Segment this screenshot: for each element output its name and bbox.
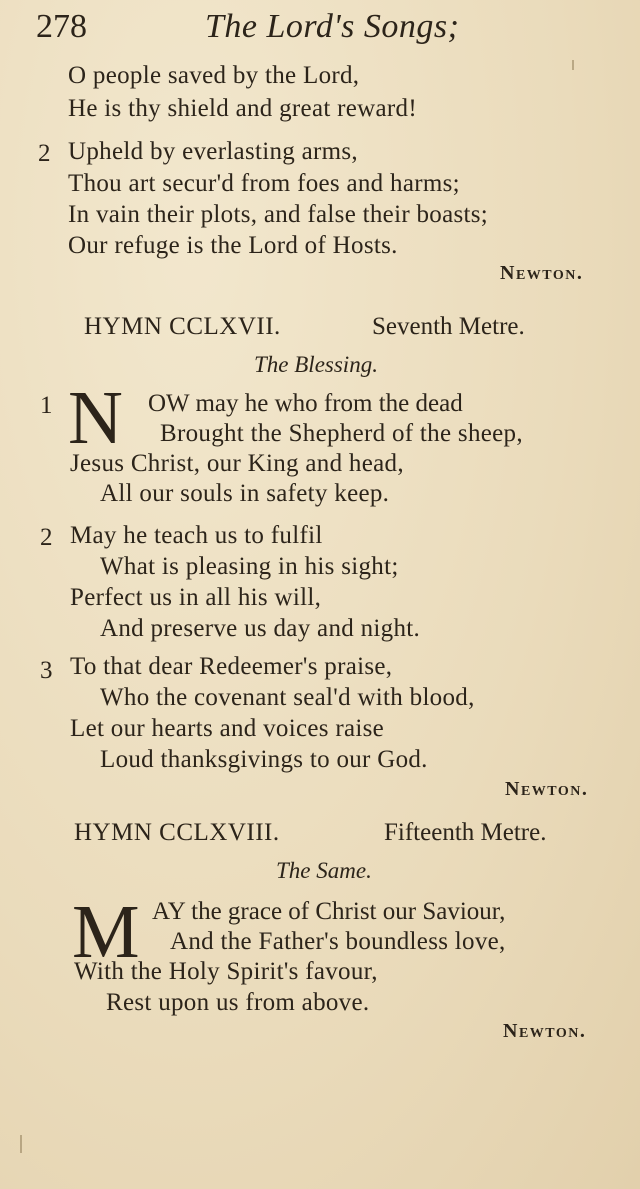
verse-number: 2 xyxy=(38,140,51,167)
verse-number: 3 xyxy=(40,657,53,684)
paper-blemish xyxy=(572,60,574,70)
page-number: 278 xyxy=(36,8,87,45)
verse-line: AY the grace of Christ our Saviour, xyxy=(152,898,506,925)
verse-line: And preserve us day and night. xyxy=(100,615,421,642)
drop-cap: M xyxy=(72,890,140,974)
hymn-author: Newton. xyxy=(503,1020,587,1042)
verse-line: What is pleasing in his sight; xyxy=(100,553,399,580)
hymn-author: Newton. xyxy=(505,778,589,800)
verse-line: Loud thanksgivings to our God. xyxy=(100,746,428,773)
verse-line: Thou art secur'd from foes and harms; xyxy=(68,170,460,197)
hymn-title: HYMN CCLXVII. xyxy=(84,313,281,340)
running-title: The Lord's Songs; xyxy=(205,8,460,45)
verse-line: Perfect us in all his will, xyxy=(70,584,322,611)
verse-number: 1 xyxy=(40,392,53,419)
verse-line: He is thy shield and great reward! xyxy=(68,95,417,122)
hymn-subtitle: The Blessing. xyxy=(254,352,378,377)
verse-line: Jesus Christ, our King and head, xyxy=(70,450,404,477)
verse-line: And the Father's boundless love, xyxy=(170,928,506,955)
verse-line: With the Holy Spirit's favour, xyxy=(74,958,378,985)
hymn-metre: Seventh Metre. xyxy=(372,313,525,340)
drop-cap: N xyxy=(68,376,123,460)
verse-line: Who the covenant seal'd with blood, xyxy=(100,684,475,711)
verse-line: OW may he who from the dead xyxy=(148,390,463,417)
verse-number: 2 xyxy=(40,524,53,551)
verse-line: May he teach us to fulfil xyxy=(70,522,323,549)
verse-line: In vain their plots, and false their boasts; xyxy=(68,201,489,228)
verse-line: Brought the Shepherd of the sheep, xyxy=(160,420,523,447)
verse-line: O people saved by the Lord, xyxy=(68,62,360,89)
verse-line: Upheld by everlasting arms, xyxy=(68,138,358,165)
hymn-author: Newton. xyxy=(500,262,584,284)
verse-line: Let our hearts and voices raise xyxy=(70,715,385,742)
paper-blemish xyxy=(20,1135,22,1153)
hymn-metre: Fifteenth Metre. xyxy=(384,819,547,846)
hymn-subtitle: The Same. xyxy=(276,858,372,883)
verse-line: Our refuge is the Lord of Hosts. xyxy=(68,232,398,259)
verse-line: To that dear Redeemer's praise, xyxy=(70,653,393,680)
hymn-title: HYMN CCLXVIII. xyxy=(74,819,280,846)
verse-line: Rest upon us from above. xyxy=(106,989,370,1016)
verse-line: All our souls in safety keep. xyxy=(100,480,390,507)
